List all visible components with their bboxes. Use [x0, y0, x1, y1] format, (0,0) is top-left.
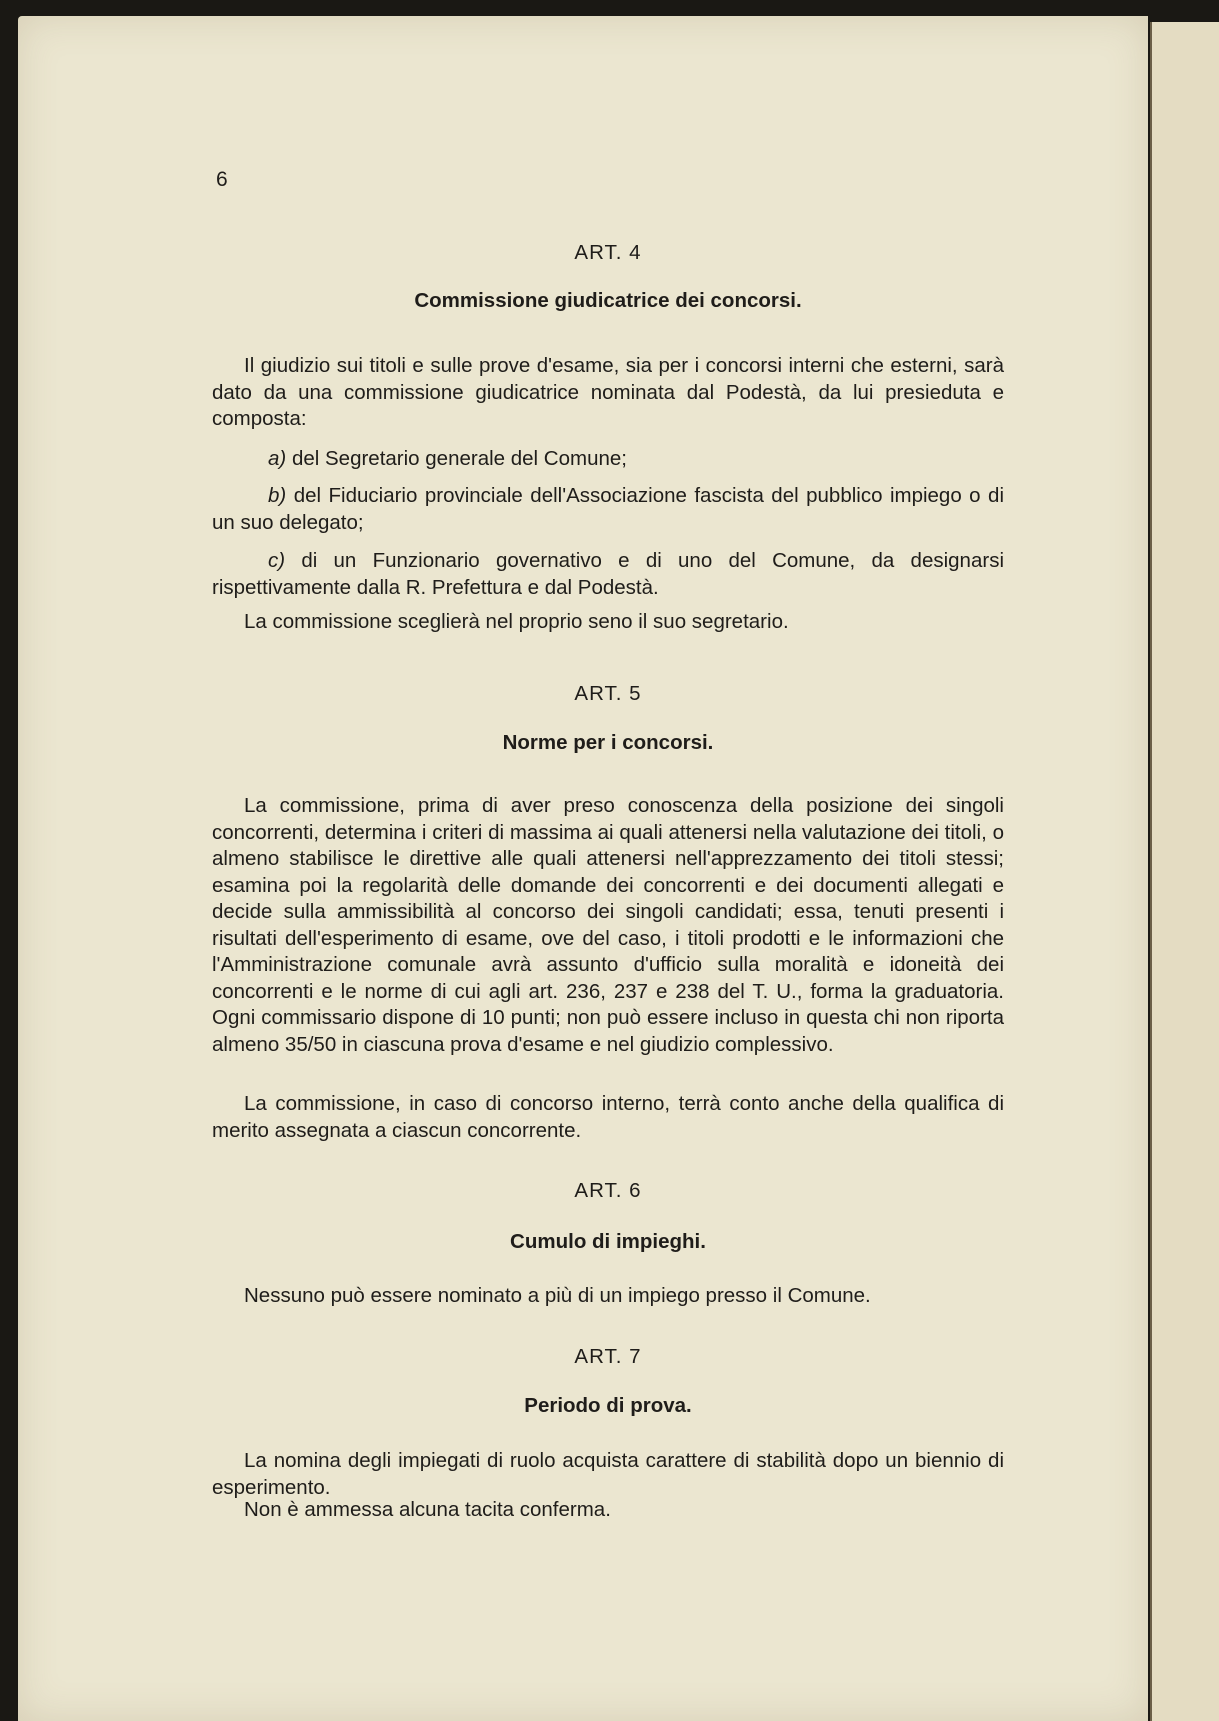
art-7-paragraph-2: Non è ammessa alcuna tacita conferma.: [244, 1498, 611, 1521]
art-5-paragraph: La commissione, prima di aver preso conoscenza della posizione dei singoli concorrenti, determina i criteri di massima ai quali attenersi nella valutazione dei titoli, o almeno stabilisce le direttive alle quali attenersi nell'apprezzamento dei titoli stessi; esamina poi la regolarità delle domande dei concorrenti e dei documenti allegati e decide sulla ammissibilità al concorso dei singoli candidati; essa, tenuti presenti i risultati dell'esperimento di esame, ove del caso, i titoli prodotti e le informazioni che l'Amministrazione comunale avrà assunto d'ufficio sulla moralità e idoneità dei concorrenti e le norme di cui agli art. 236, 237 e 238 del T. U., forma la graduatoria. Ogni commissario dispone di 10 punti; non può essere incluso in questa chi non riporta almeno 35/50 in ciascuna prova d'esame e nel giudizio complessivo.: [212, 794, 1004, 1056]
art-5-label: ART. 5: [574, 682, 642, 705]
item-marker: c): [268, 549, 286, 572]
adjacent-page-edge: [1150, 22, 1219, 1721]
page-number: 6: [216, 168, 228, 191]
art-7-label: ART. 7: [574, 1345, 642, 1368]
item-marker: b): [268, 484, 287, 507]
art-4-item-a: a) del Segretario generale del Comune;: [268, 447, 627, 470]
art-4-paragraph: Il giudizio sui titoli e sulle prove d'esame, sia per i concorsi interni che esterni, sarà dato da una commissione giudicatrice nominata dal Podestà, da lui presieduta e composta:: [212, 354, 1004, 430]
art-7-paragraph: La nomina degli impiegati di ruolo acquista carattere di stabilità dopo un biennio di esperimento.: [212, 1449, 1004, 1499]
art-4-item-b: b) del Fiduciario provinciale dell'Associazione fascista del pubblico impiego o di un suo delegato;: [212, 484, 1004, 534]
art-4-label: ART. 4: [574, 241, 642, 264]
art-7-title: Periodo di prova.: [524, 1394, 692, 1417]
art-5-title: Norme per i concorsi.: [502, 731, 714, 754]
art-4-closing: La commissione sceglierà nel proprio seno il suo segretario.: [244, 610, 789, 633]
art-6-paragraph: Nessuno può essere nominato a più di un impiego presso il Comune.: [244, 1284, 871, 1307]
art-4-title: Commissione giudicatrice dei concorsi.: [414, 289, 802, 312]
item-marker: a): [268, 447, 287, 470]
art-5-paragraph-2: La commissione, in caso di concorso interno, terrà conto anche della qualifica di merito assegnata a ciascun concorrente.: [212, 1092, 1004, 1142]
art-4-item-c: c) di un Funzionario governativo e di uno del Comune, da designarsi rispettivamente dalla R. Prefettura e dal Podestà.: [212, 549, 1004, 599]
art-6-label: ART. 6: [574, 1179, 642, 1202]
art-6-title: Cumulo di impieghi.: [510, 1230, 706, 1253]
